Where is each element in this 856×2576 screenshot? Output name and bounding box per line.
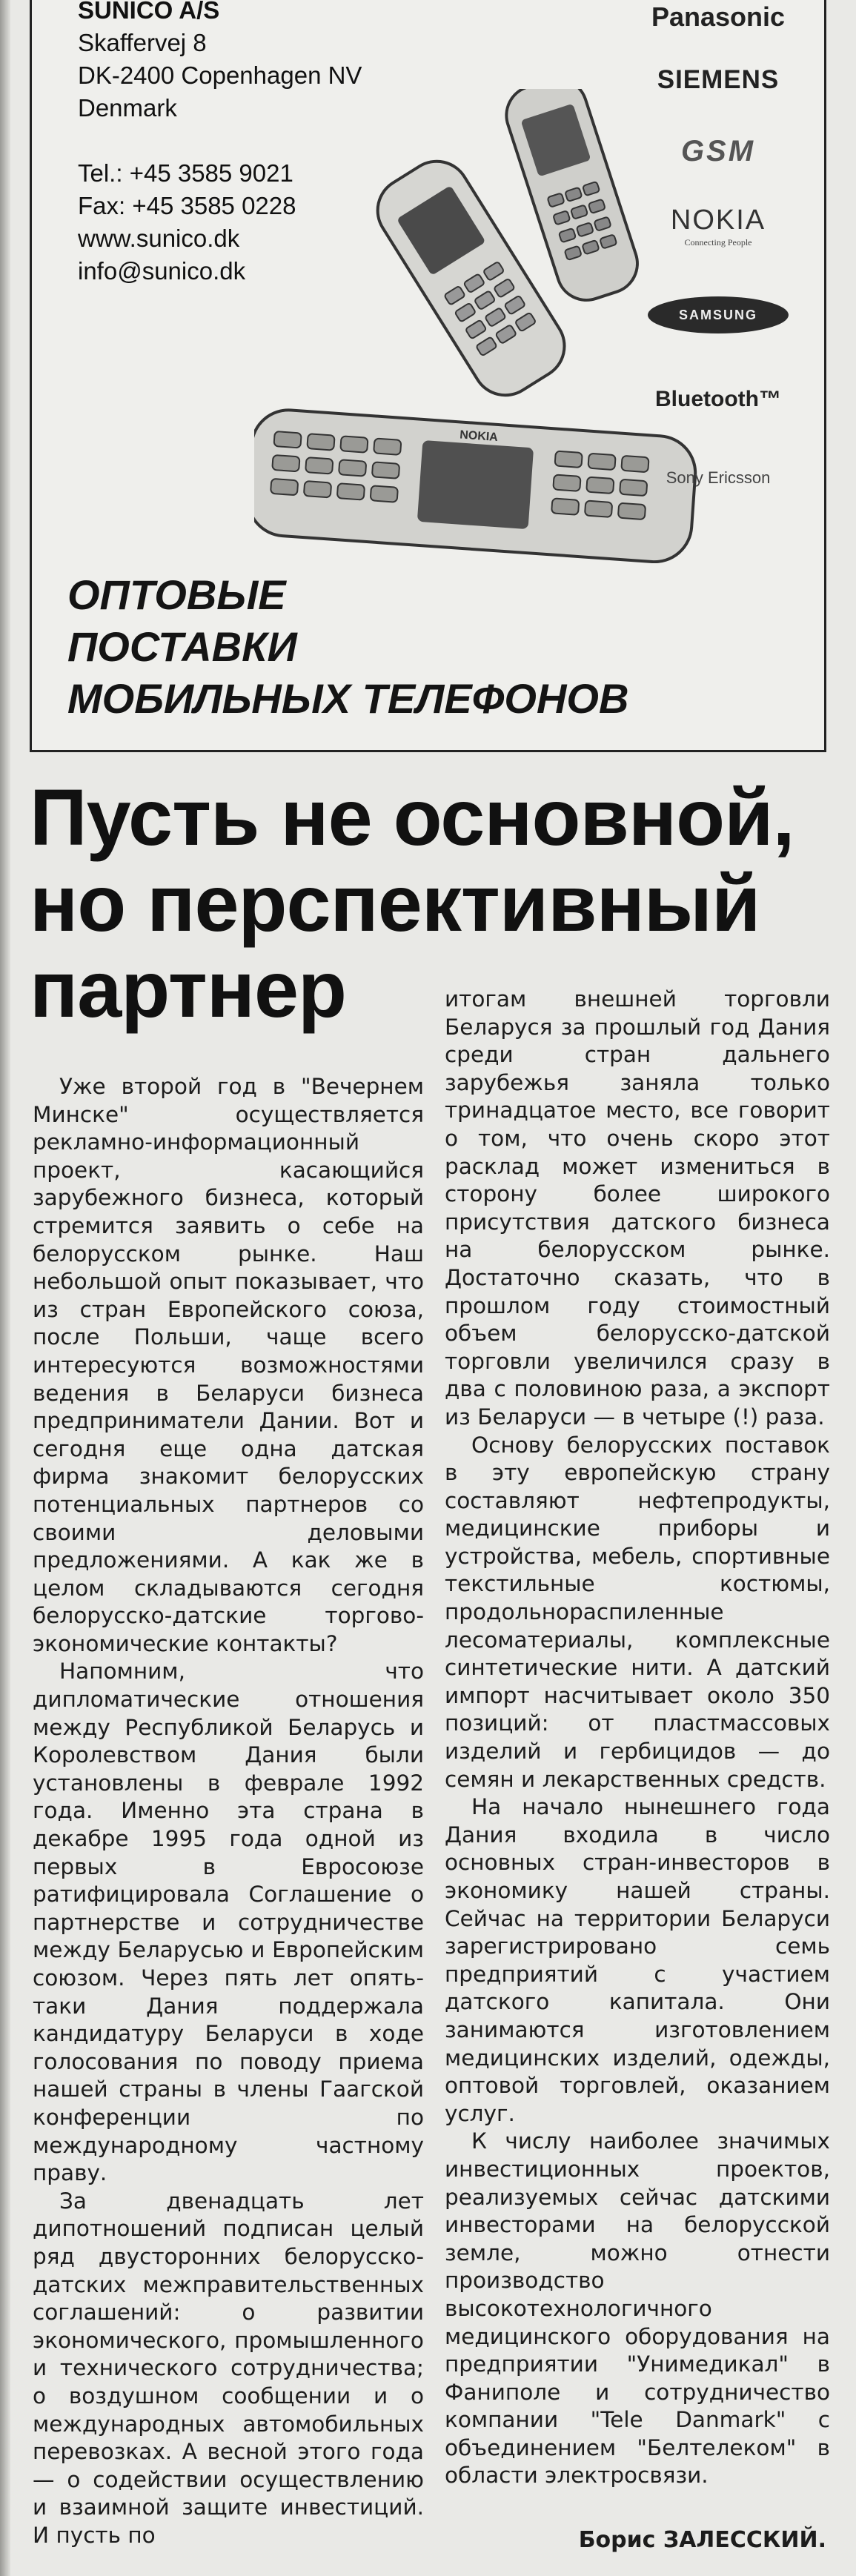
company-name: SUNICO A/S xyxy=(78,0,220,24)
nokia-logo: NOKIA xyxy=(670,205,766,236)
article-column-left xyxy=(33,1073,424,2549)
headline-line: но перспективный xyxy=(30,858,760,948)
panasonic-logo: Panasonic xyxy=(651,1,786,32)
paragraph: итогам внешней торговли Беларуся за прошлый год Дания среди стран дальнего зарубежья заняла только тринадцатое место, все говорит о том, что очень скоро этот расклад может измениться в сторону более широкого присутствия датского бизнеса на белорусском рынке. Достаточно сказать, что в прошлом году стоимостный объем белорусско-датской торговли увеличился сразу в два с половиною раза, а экспорт из Беларуси — в четыре (!) раза. xyxy=(445,986,830,1430)
sony-ericsson-logo: Sony Ericsson xyxy=(666,468,771,487)
samsung-logo: SAMSUNG xyxy=(648,296,789,333)
page-edge-shadow xyxy=(0,0,10,2576)
fax-number: Fax: +45 3585 0228 xyxy=(78,192,296,219)
headline-line: Пусть не основной, xyxy=(30,772,794,862)
address-line: Denmark xyxy=(78,94,177,122)
ad-title xyxy=(67,569,628,725)
paragraph: Уже второй год в "Вечернем Минске" осуществляется рекламно-информационный проект, касающийся зарубежного бизнеса, который стремится заявить о себе на белорусском рынке. Наш небольшой опыт показывает, что из стран Европейского союза, после Польши, чаще всего интересуются возможностями ведения в Беларуси бизнеса предприниматели Дании. Вот и сегодня еще одна датская фирма знакомит белорусских потенциальных партнеров со своими деловыми предложениями. А как же в целом складываются сегодня белорусско-датские торгово-экономические контакты? xyxy=(33,1074,424,1656)
email: info@sunico.dk xyxy=(78,257,246,285)
paragraph: На начало нынешнего года Дания входила в число основных стран-инвесторов в экономику нашей страны. Сейчас на территории Беларуси зарегистрировано семь предприятий с участием датского капитала. Они занимаются изготовлением медицинских изделий, одежды, оптовой торговлей, оказанием услуг. xyxy=(445,1794,830,2126)
phone-number: Tel.: +45 3585 9021 xyxy=(78,159,293,187)
ad-title-line: ОПТОВЫЕ xyxy=(67,571,286,618)
gsm-logo: GSM xyxy=(680,135,756,167)
paragraph: Основу белорусских поставок в эту европейскую страну составляют нефтепродукты, медицинские приборы и устройства, мебель, спортивные текстильные костюмы, продольнораспиленные лесоматериалы, комплексные синтетические нити. А датский импорт насчитывает около 350 позиций: от пластмассовых изделий и гербицидов — до семян и лекарственных средств. xyxy=(445,1432,830,1792)
article-author: Борис ЗАЛЕССКИЙ. xyxy=(578,2527,826,2553)
ad-title-line: ПОСТАВКИ xyxy=(67,623,297,670)
siemens-logo: SIEMENS xyxy=(657,65,780,94)
ad-title-line: МОБИЛЬНЫХ ТЕЛЕФОНОВ xyxy=(67,675,629,722)
address-line: Skaffervej 8 xyxy=(78,29,207,56)
article-column-right xyxy=(445,986,830,2490)
paragraph: За двенадцать лет дипотношений подписан целый ряд двусторонних белорусско-датских межправительственных соглашений: о развитии экономического, промышленного и технического сотрудничества; о воздушном сообщении и о международных автомобильных перевозках. А весной этого года — о содействии осуществлению и взаимной защите инвестиций. И пусть по xyxy=(33,2188,424,2548)
paragraph: Напомним, что дипломатические отношения между Республикой Беларусь и Королевством Дания были установлены в феврале 1992 года. Именно эта страна в декабре 1995 года одной из первых в Евросоюзе ратифицировала Соглашение о партнерстве и сотрудничестве между Беларусью и Европейским союзом. Через пять лет опять-таки Дания поддержала кандидатуру Беларуси в ходе голосования по поводу приема нашей страны в члены Гаагской конференции по международному частному праву. xyxy=(33,1659,424,2186)
nokia-slogan: Connecting People xyxy=(684,237,752,248)
website: www.sunico.dk xyxy=(78,225,240,252)
paragraph: К числу наиболее значимых инвестиционных проектов, реализуемых сейчас датскими инвесторами на белорусской земле, можно отнести производство высокотехнологичного медицинского оборудования на предприятии "Унимедикал" в Фаниполе и сотрудничество компании "Tele Danmark" с объединением "Белтелеком" в области электросвязи. xyxy=(445,2128,830,2489)
advertisement-block xyxy=(30,0,826,752)
address-line: DK-2400 Copenhagen NV xyxy=(78,62,362,89)
bluetooth-logo: Bluetooth™ xyxy=(655,387,781,411)
headline-line: партнер xyxy=(30,944,347,1034)
phone-brand-label: NOKIA xyxy=(459,428,499,445)
